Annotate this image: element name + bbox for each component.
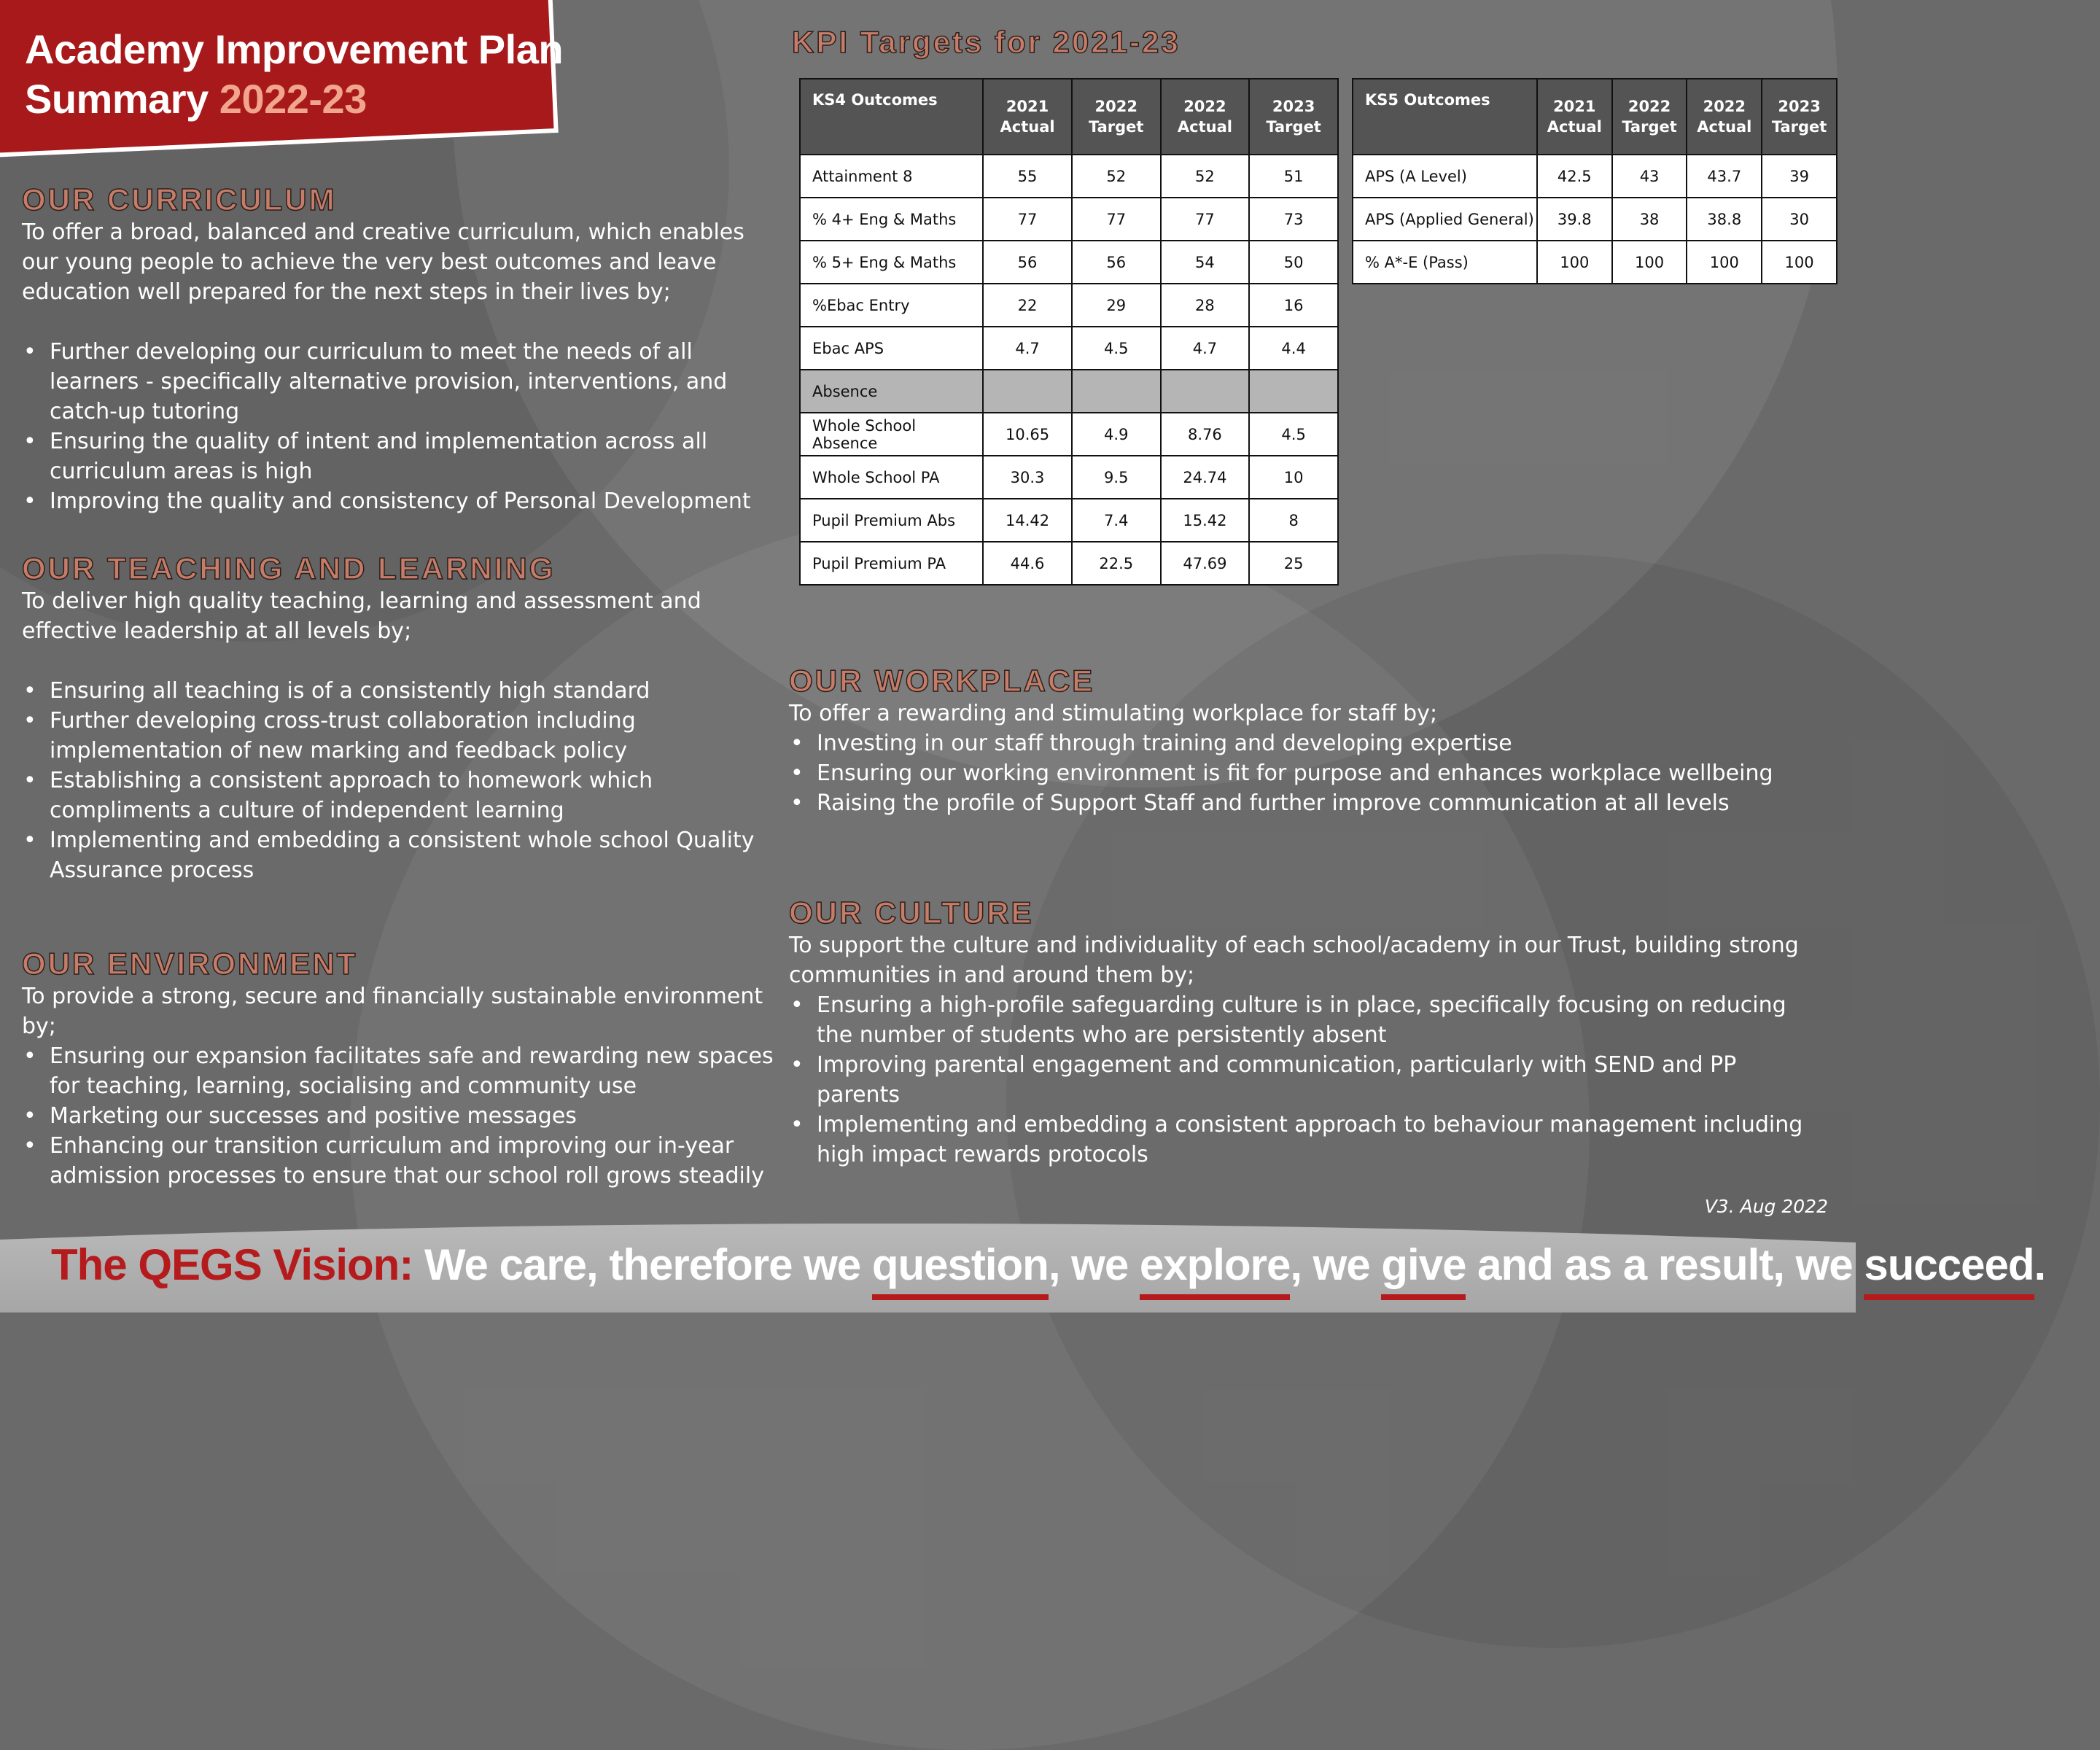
workplace-heading: OUR WORKPLACE bbox=[789, 664, 1095, 698]
table-cell: 52 bbox=[1161, 155, 1250, 198]
environment-heading: OUR ENVIRONMENT bbox=[22, 946, 358, 981]
environment-list bbox=[22, 1041, 780, 1191]
vision-word-succeed: succeed bbox=[1864, 1240, 2034, 1289]
title-year: 2022-23 bbox=[219, 76, 367, 122]
table-header-cell: 2022 Target bbox=[1072, 79, 1161, 155]
table-cell: 30.3 bbox=[983, 456, 1072, 499]
table-cell: 56 bbox=[983, 241, 1072, 284]
vision-word-give: give bbox=[1381, 1240, 1466, 1289]
vision-text: . bbox=[2034, 1240, 2046, 1289]
table-row-label: Whole School Absence bbox=[800, 413, 983, 456]
workplace-list bbox=[789, 728, 1839, 818]
curriculum-list bbox=[22, 337, 780, 516]
table-row bbox=[800, 413, 1338, 456]
list-item: • Ensuring our working environment is fit for purpose and enhances workplace wellbeing bbox=[817, 758, 1839, 788]
culture-intro: To support the culture and individuality of each school/academy in our Trust, building strong communities in and around them by; bbox=[789, 933, 1799, 988]
list-item: • Further developing cross-trust collaboration including implementation of new marking and feedback policy bbox=[50, 706, 780, 766]
environment-section bbox=[22, 946, 780, 1191]
title-line-2 bbox=[25, 74, 563, 124]
list-item: • Implementing and embedding a consistent whole school Quality Assurance process bbox=[50, 825, 780, 885]
workplace-intro: To offer a rewarding and stimulating workplace for staff by; bbox=[789, 701, 1438, 726]
table-cell: 52 bbox=[1072, 155, 1161, 198]
table-cell: 100 bbox=[1762, 241, 1837, 284]
table-cell: 39.8 bbox=[1537, 198, 1612, 241]
table-cell: 100 bbox=[1687, 241, 1762, 284]
curriculum-intro: To offer a broad, balanced and creative curriculum, which enables our young people to achieve the very best outcomes and leave education well prepared for the next steps in their lives by; bbox=[22, 219, 744, 305]
table-cell: 4.5 bbox=[1249, 413, 1338, 456]
table-header-cell: 2022 Actual bbox=[1161, 79, 1250, 155]
table-cell: 77 bbox=[1072, 198, 1161, 241]
table-cell: 77 bbox=[1161, 198, 1250, 241]
table-cell: 50 bbox=[1249, 241, 1338, 284]
table-cell: 8 bbox=[1249, 499, 1338, 542]
culture-section bbox=[789, 895, 1817, 1170]
table-cell: 43 bbox=[1612, 155, 1687, 198]
teaching-section bbox=[22, 551, 780, 885]
table-header-cell: 2021 Actual bbox=[983, 79, 1072, 155]
table-cell: 47.69 bbox=[1161, 542, 1250, 585]
table-cell bbox=[1249, 370, 1338, 413]
table-cell: 39 bbox=[1762, 155, 1837, 198]
vision-statement bbox=[51, 1240, 2045, 1290]
table-cell: 4.5 bbox=[1072, 327, 1161, 370]
table-row-label: Pupil Premium PA bbox=[800, 542, 983, 585]
table-row-label: Whole School PA bbox=[800, 456, 983, 499]
table-row bbox=[1353, 241, 1837, 284]
table-header-label: KS4 Outcomes bbox=[800, 79, 983, 155]
table-row bbox=[800, 370, 1338, 413]
table-cell: 54 bbox=[1161, 241, 1250, 284]
list-item: • Ensuring all teaching is of a consistently high standard bbox=[50, 676, 780, 706]
table-header-cell: 2023 Target bbox=[1249, 79, 1338, 155]
table-row-label: Absence bbox=[800, 370, 983, 413]
list-item: • Marketing our successes and positive messages bbox=[50, 1101, 780, 1131]
table-header-cell: 2023 Target bbox=[1762, 79, 1837, 155]
teaching-heading: OUR TEACHING AND LEARNING bbox=[22, 551, 556, 586]
table-row bbox=[800, 198, 1338, 241]
table-cell: 9.5 bbox=[1072, 456, 1161, 499]
table-cell: 100 bbox=[1537, 241, 1612, 284]
table-row-label: %Ebac Entry bbox=[800, 284, 983, 327]
table-header-row bbox=[800, 79, 1338, 155]
table-cell bbox=[1072, 370, 1161, 413]
table-row-label: APS (Applied General) bbox=[1353, 198, 1537, 241]
list-item: • Improving the quality and consistency of Personal Development bbox=[50, 486, 780, 516]
table-row-label: % A*-E (Pass) bbox=[1353, 241, 1537, 284]
ks4-table bbox=[799, 78, 1339, 586]
table-cell: 4.4 bbox=[1249, 327, 1338, 370]
list-item: • Improving parental engagement and communication, particularly with SEND and PP parents bbox=[817, 1050, 1817, 1110]
table-cell: 4.9 bbox=[1072, 413, 1161, 456]
table-row-label: Pupil Premium Abs bbox=[800, 499, 983, 542]
table-row-label: % 5+ Eng & Maths bbox=[800, 241, 983, 284]
table-row bbox=[800, 284, 1338, 327]
title-summary: Summary bbox=[25, 76, 209, 122]
ks5-table bbox=[1352, 78, 1838, 284]
table-cell: 4.7 bbox=[1161, 327, 1250, 370]
table-cell: 44.6 bbox=[983, 542, 1072, 585]
teaching-intro: To deliver high quality teaching, learning and assessment and effective leadership at all levels by; bbox=[22, 588, 701, 644]
table-header-cell: 2022 Actual bbox=[1687, 79, 1762, 155]
culture-heading: OUR CULTURE bbox=[789, 895, 1034, 930]
table-cell: 38 bbox=[1612, 198, 1687, 241]
vision-text: and as a result, we bbox=[1466, 1240, 1864, 1289]
table-cell: 7.4 bbox=[1072, 499, 1161, 542]
table-cell: 10 bbox=[1249, 456, 1338, 499]
workplace-section bbox=[789, 664, 1839, 818]
kpi-title: KPI Targets for 2021-23 bbox=[792, 25, 1181, 59]
table-row bbox=[1353, 155, 1837, 198]
table-header-row bbox=[1353, 79, 1837, 155]
table-cell: 16 bbox=[1249, 284, 1338, 327]
page-title bbox=[25, 25, 563, 124]
table-cell: 8.76 bbox=[1161, 413, 1250, 456]
table-cell: 22 bbox=[983, 284, 1072, 327]
list-item: • Further developing our curriculum to meet the needs of all learners - specifically alternative provision, interventions, and catch-up tutoring bbox=[50, 337, 780, 427]
table-cell: 51 bbox=[1249, 155, 1338, 198]
table-cell bbox=[983, 370, 1072, 413]
table-header-cell: 2022 Target bbox=[1612, 79, 1687, 155]
table-cell: 4.7 bbox=[983, 327, 1072, 370]
table-row bbox=[800, 155, 1338, 198]
table-row-label: Attainment 8 bbox=[800, 155, 983, 198]
table-row bbox=[1353, 198, 1837, 241]
list-item: • Implementing and embedding a consistent approach to behaviour management including high impact rewards protocols bbox=[817, 1110, 1817, 1170]
vision-word-question: question bbox=[871, 1240, 1049, 1289]
table-row bbox=[800, 327, 1338, 370]
table-row bbox=[800, 456, 1338, 499]
table-row bbox=[800, 499, 1338, 542]
table-cell: 14.42 bbox=[983, 499, 1072, 542]
version-label: V3. Aug 2022 bbox=[1704, 1196, 1828, 1217]
table-header-cell: 2021 Actual bbox=[1537, 79, 1612, 155]
table-row-label: Ebac APS bbox=[800, 327, 983, 370]
culture-list bbox=[789, 990, 1817, 1170]
table-cell: 24.74 bbox=[1161, 456, 1250, 499]
table-cell: 30 bbox=[1762, 198, 1837, 241]
curriculum-heading: OUR CURRICULUM bbox=[22, 182, 337, 217]
table-cell: 29 bbox=[1072, 284, 1161, 327]
list-item: • Raising the profile of Support Staff and further improve communication at all levels bbox=[817, 788, 1839, 818]
table-cell: 77 bbox=[983, 198, 1072, 241]
title-line-1: Academy Improvement Plan bbox=[25, 26, 564, 72]
table-cell: 28 bbox=[1161, 284, 1250, 327]
table-cell: 55 bbox=[983, 155, 1072, 198]
table-cell: 15.42 bbox=[1161, 499, 1250, 542]
table-cell: 73 bbox=[1249, 198, 1338, 241]
table-cell: 10.65 bbox=[983, 413, 1072, 456]
table-cell: 56 bbox=[1072, 241, 1161, 284]
table-cell bbox=[1161, 370, 1250, 413]
table-cell: 38.8 bbox=[1687, 198, 1762, 241]
vision-text: We care, therefore we bbox=[413, 1240, 872, 1289]
environment-intro: To provide a strong, secure and financially sustainable environment by; bbox=[22, 984, 763, 1039]
vision-label: The QEGS Vision: bbox=[51, 1240, 413, 1289]
table-header-label: KS5 Outcomes bbox=[1353, 79, 1537, 155]
table-cell: 42.5 bbox=[1537, 155, 1612, 198]
list-item: • Establishing a consistent approach to homework which compliments a culture of independent learning bbox=[50, 766, 780, 825]
table-row-label: APS (A Level) bbox=[1353, 155, 1537, 198]
list-item: • Enhancing our transition curriculum and improving our in-year admission processes to ensure that our school roll grows steadily bbox=[50, 1131, 780, 1191]
list-item: • Investing in our staff through training and developing expertise bbox=[817, 728, 1839, 758]
vision-text: , we bbox=[1048, 1240, 1140, 1289]
table-row bbox=[800, 542, 1338, 585]
table-cell: 43.7 bbox=[1687, 155, 1762, 198]
vision-word-explore: explore bbox=[1139, 1240, 1291, 1289]
teaching-list bbox=[22, 676, 780, 885]
vision-text: , we bbox=[1290, 1240, 1382, 1289]
list-item: • Ensuring the quality of intent and implementation across all curriculum areas is high bbox=[50, 427, 780, 486]
table-row bbox=[800, 241, 1338, 284]
table-cell: 22.5 bbox=[1072, 542, 1161, 585]
table-row-label: % 4+ Eng & Maths bbox=[800, 198, 983, 241]
table-cell: 25 bbox=[1249, 542, 1338, 585]
table-cell: 100 bbox=[1612, 241, 1687, 284]
list-item: • Ensuring a high-profile safeguarding culture is in place, specifically focusing on reducing the number of students who are persistently absent bbox=[817, 990, 1817, 1050]
curriculum-section bbox=[22, 182, 780, 516]
list-item: • Ensuring our expansion facilitates safe and rewarding new spaces for teaching, learning, socialising and community use bbox=[50, 1041, 780, 1101]
